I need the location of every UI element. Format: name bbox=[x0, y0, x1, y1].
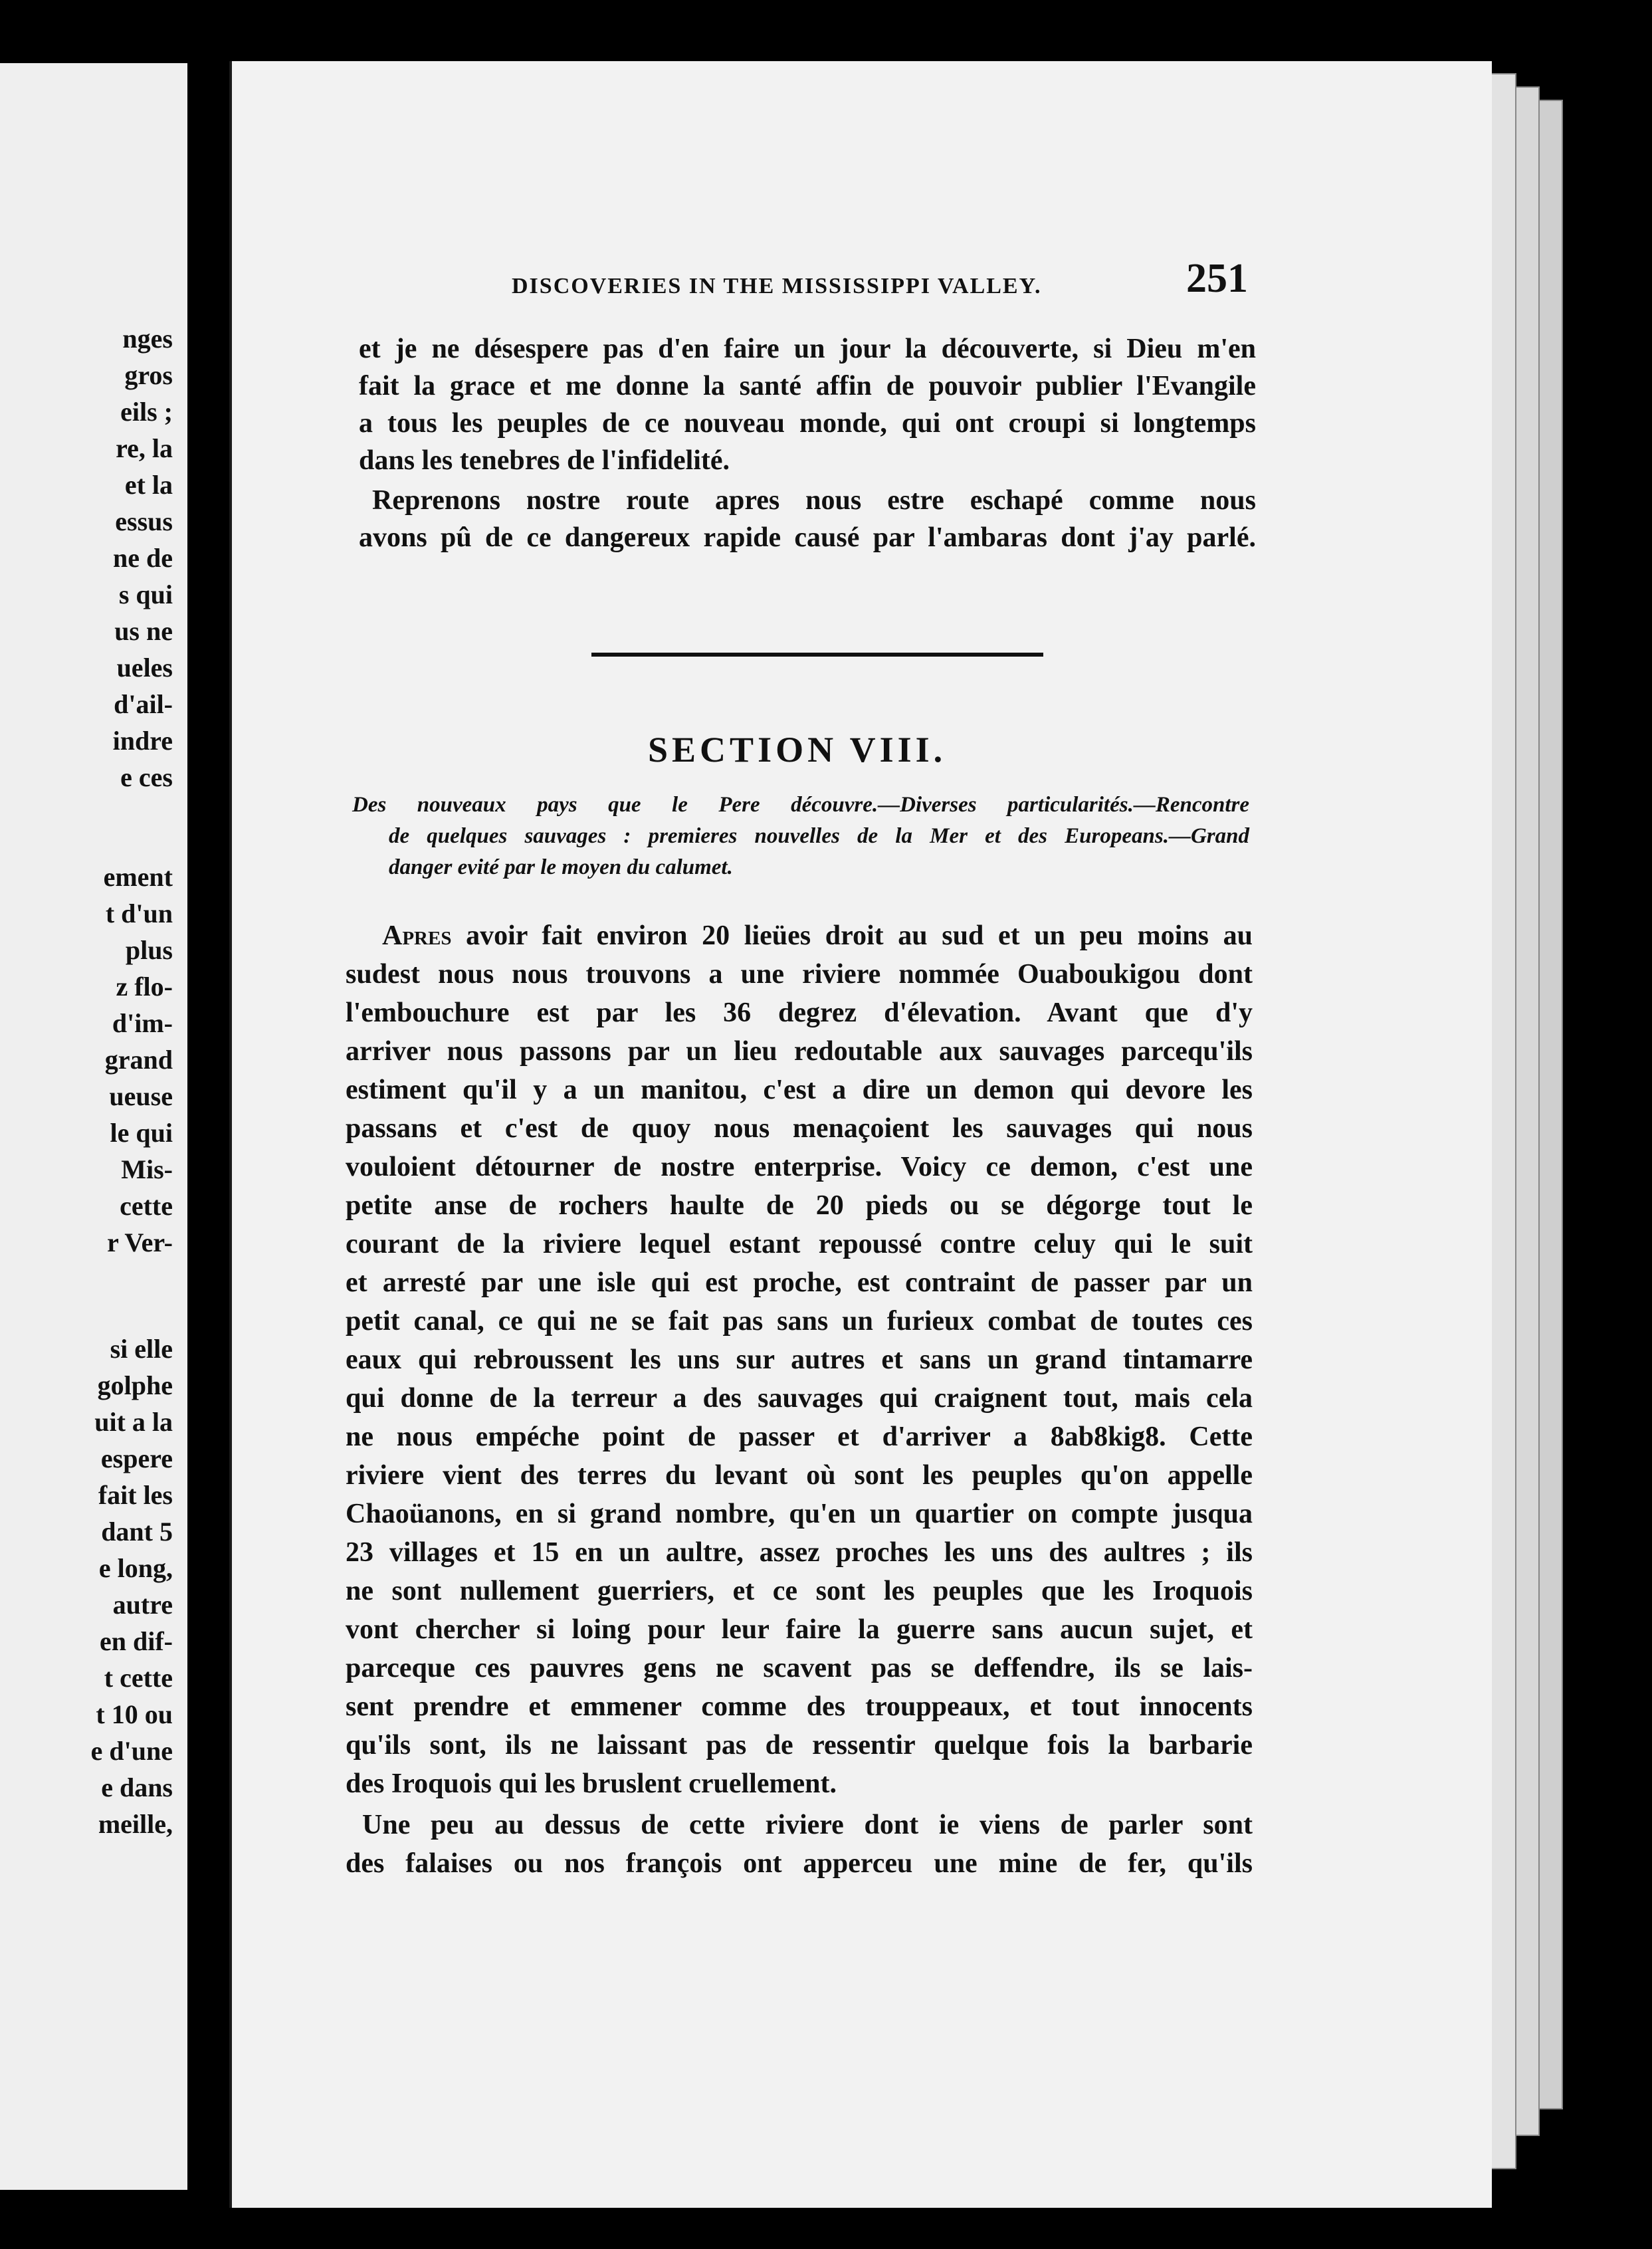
left-fragment-line: re, la bbox=[116, 433, 173, 463]
left-fragment-line: nges bbox=[122, 324, 173, 354]
text-line: dans les tenebres de l'infidelité. bbox=[359, 445, 730, 476]
text-line: Chaoüanons, en si grand nombre, qu'en un quartier on compte jusqua bbox=[346, 1499, 1253, 1529]
text-line: et je ne désespere pas d'en faire un jour la découverte, si Dieu m'en bbox=[359, 334, 1256, 364]
text-line: riviere vient des terres du levant où sont les peuples qu'on appelle bbox=[346, 1460, 1253, 1491]
section-summary-line: Des nouveaux pays que le Pere découvre.—Diverses particularités.—Rencontre bbox=[352, 793, 1249, 817]
left-fragment-line: grand bbox=[104, 1045, 173, 1075]
section-summary-line: danger evité par le moyen du calumet. bbox=[389, 855, 733, 879]
left-fragment-line: dant 5 bbox=[101, 1517, 173, 1547]
left-fragment-line: en dif- bbox=[100, 1626, 173, 1656]
left-fragment-line: gros bbox=[124, 360, 173, 390]
left-page-fragment bbox=[0, 63, 187, 2190]
left-fragment-line: essus bbox=[115, 506, 173, 536]
left-fragment-line: e long, bbox=[98, 1553, 173, 1583]
section-title: SECTION VIII. bbox=[648, 730, 947, 770]
left-fragment-line: le qui bbox=[110, 1118, 173, 1148]
text-line: 23 villages et 15 en un aultre, assez proches les uns des aultres ; ils bbox=[346, 1537, 1253, 1568]
left-fragment-line: e d'une bbox=[90, 1736, 173, 1766]
page-number: 251 bbox=[1186, 256, 1248, 301]
text-line: avons pû de ce dangereux rapide causé par l'ambaras dont j'ay parlé. bbox=[359, 522, 1256, 553]
first-line-rest: avoir fait environ 20 lieües droit au sud et un peu moins au bbox=[466, 920, 1253, 951]
left-fragment-line: indre bbox=[112, 726, 173, 756]
running-head: DISCOVERIES IN THE MISSISSIPPI VALLEY. bbox=[512, 274, 1042, 298]
left-fragment-line: fait les bbox=[98, 1480, 173, 1510]
text-line: vouloient détourner de nostre enterprise. Voicy ce demon, c'est une bbox=[346, 1152, 1253, 1182]
text-line: sudest nous nous trouvons a une riviere nommée Ouaboukigou dont bbox=[346, 959, 1253, 990]
text-line: petit canal, ce qui ne se fait pas sans un furieux combat de toutes ces bbox=[346, 1306, 1253, 1337]
text-line: Reprenons nostre route apres nous estre eschapé comme nous bbox=[372, 485, 1256, 516]
left-fragment-line: meille, bbox=[98, 1809, 173, 1839]
left-fragment-line: r Ver- bbox=[107, 1228, 173, 1257]
left-fragment-line: t 10 ou bbox=[96, 1699, 173, 1729]
left-fragment-line: eils ; bbox=[120, 397, 173, 427]
left-fragment-line: ne de bbox=[113, 543, 173, 573]
text-line: vont chercher si loing pour leur faire la guerre sans aucun sujet, et bbox=[346, 1614, 1253, 1645]
text-line: qu'ils sont, ils ne laissant pas de ressentir quelque fois la barbarie bbox=[346, 1730, 1253, 1761]
text-line: ne nous empéche point de passer et d'arriver a 8ab8kig8. Cette bbox=[346, 1422, 1253, 1452]
book-page bbox=[229, 61, 1492, 2208]
left-fragment-line: ement bbox=[103, 862, 173, 892]
left-fragment-line: espere bbox=[100, 1444, 173, 1473]
left-fragment-line: si elle bbox=[110, 1334, 173, 1364]
left-fragment-line: d'ail- bbox=[114, 689, 173, 719]
text-line: qui donne de la terreur a des sauvages qui craignent tout, mais cela bbox=[346, 1383, 1253, 1414]
text-line: et arresté par une isle qui est proche, est contraint de passer par un bbox=[346, 1267, 1253, 1298]
left-fragment-line: e dans bbox=[101, 1772, 173, 1802]
text-line: fait la grace et me donne la santé affin de pouvoir publier l'Evangile bbox=[359, 371, 1256, 401]
left-fragment-line: cette bbox=[120, 1191, 173, 1221]
text-line: sent prendre et emmener comme des trouppeaux, et tout innocents bbox=[346, 1691, 1253, 1722]
left-fragment-line: autre bbox=[112, 1590, 173, 1620]
left-fragment-line: Mis- bbox=[121, 1154, 173, 1184]
text-line: arriver nous passons par un lieu redoutable aux sauvages parcequ'ils bbox=[346, 1036, 1253, 1067]
left-fragment-line: d'im- bbox=[112, 1008, 173, 1038]
text-line: petite anse de rochers haulte de 20 pieds ou se dégorge tout le bbox=[346, 1190, 1253, 1221]
left-fragment-line: et la bbox=[124, 470, 173, 500]
text-line: courant de la riviere lequel estant repoussé contre celuy qui le suit bbox=[346, 1229, 1253, 1259]
text-line: a tous les peuples de ce nouveau monde, qui ont croupi si longtemps bbox=[359, 408, 1256, 439]
left-fragment-line: golphe bbox=[97, 1370, 173, 1400]
text-line: des Iroquois qui les bruslent cruellement. bbox=[346, 1768, 837, 1799]
left-fragment-line: t d'un bbox=[105, 899, 173, 928]
left-fragment-line: s qui bbox=[118, 580, 173, 609]
text-line: ne sont nullement guerriers, et ce sont les peuples que les Iroquois bbox=[346, 1576, 1253, 1606]
drop-word: Apres bbox=[382, 920, 452, 951]
text-line: eaux qui rebroussent les uns sur autres et sans un grand tintamarre bbox=[346, 1344, 1253, 1375]
text-line: Une peu au dessus de cette riviere dont ie viens de parler sont bbox=[362, 1810, 1253, 1840]
text-line bbox=[382, 922, 1253, 950]
text-line: estiment qu'il y a un manitou, c'est a dire un demon qui devore les bbox=[346, 1075, 1253, 1105]
left-fragment-line: us ne bbox=[114, 616, 173, 646]
section-rule bbox=[591, 653, 1043, 657]
text-line: parceque ces pauvres gens ne scavent pas se deffendre, ils se lais- bbox=[346, 1653, 1253, 1683]
left-fragment-line: uit a la bbox=[94, 1407, 173, 1437]
left-fragment-line: ueuse bbox=[109, 1081, 173, 1111]
text-line: des falaises ou nos françois ont apperceu une mine de fer, qu'ils bbox=[346, 1848, 1253, 1879]
left-fragment-line: z flo- bbox=[116, 972, 173, 1002]
left-fragment-line: t cette bbox=[104, 1663, 173, 1693]
section-summary-line: de quelques sauvages : premieres nouvelles de la Mer et des Europeans.—Grand bbox=[389, 824, 1249, 848]
left-fragment-line: ueles bbox=[116, 653, 173, 683]
text-line: passans et c'est de quoy nous menaçoient les sauvages qui nous bbox=[346, 1113, 1253, 1144]
text-line: l'embouchure est par les 36 degrez d'élevation. Avant que d'y bbox=[346, 998, 1253, 1028]
left-fragment-line: plus bbox=[125, 935, 173, 965]
left-fragment-line: e ces bbox=[120, 762, 173, 792]
